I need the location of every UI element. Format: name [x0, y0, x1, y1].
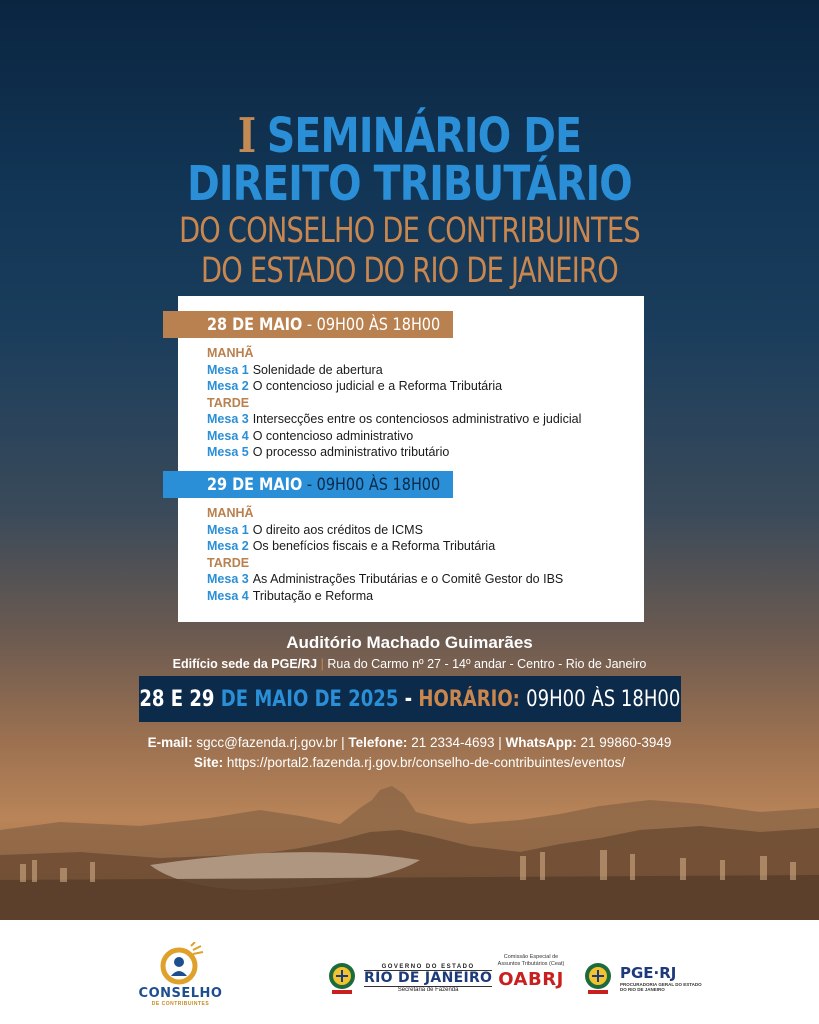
day1-session: Mesa 4 O contencioso administrativo [207, 428, 414, 443]
day1-time: - 09H00 ÀS 18H00 [302, 314, 441, 335]
day2-header [163, 471, 453, 498]
venue-name: Auditório Machado Guimarães [286, 633, 533, 652]
edition-numeral: I [237, 108, 256, 164]
title-line-3: DO CONSELHO DE CONTRIBUINTES [179, 211, 640, 251]
day2-time: - 09H00 ÀS 18H00 [302, 474, 441, 495]
pge-sub-2: DO RIO DE JANEIRO [620, 987, 665, 992]
date-dash: - [398, 686, 419, 712]
venue-address: Rua do Carmo nº 27 - 14º andar - Centro - Rio de Janeiro [327, 657, 647, 671]
oab-line-1: Comissão Especial de [503, 954, 559, 960]
conselho-subtitle: DE CONTRIBUINTES [151, 1001, 210, 1007]
date-banner [139, 676, 681, 722]
day2-morning-label: MANHÃ [207, 506, 254, 520]
title-line-2: DIREITO TRIBUTÁRIO [187, 156, 632, 212]
day2-session: Mesa 2 Os benefícios fiscais e a Reforma Tributária [207, 539, 496, 553]
conselho-name: CONSELHO [138, 986, 223, 1001]
rj-coat-of-arms-icon [326, 960, 358, 996]
conselho-logo [133, 942, 228, 1007]
day1-date: 28 DE MAIO [207, 314, 303, 335]
title-line-1 [74, 108, 746, 164]
day1-session: Mesa 5 O processo administrativo tributário [207, 445, 450, 459]
sponsor-footer [0, 920, 819, 1024]
site-line [0, 753, 819, 773]
day2-session: Mesa 4 Tributação e Reforma [207, 588, 374, 603]
day1-session: Mesa 1 Solenidade de abertura [207, 362, 383, 377]
day1-session: Mesa 3 Intersecções entre os contenciosos administrativo e judicial [207, 412, 582, 426]
phone-value: 21 2334-4693 | [407, 735, 506, 750]
contact-line [0, 733, 819, 753]
phone-label: Telefone: [348, 735, 408, 750]
email-link[interactable]: sgcc@fazenda.rj.gov.br | [192, 735, 349, 750]
venue-info [0, 633, 819, 671]
title-line-4: DO ESTADO DO RIO DE JANEIRO [201, 251, 618, 291]
site-link[interactable]: https://portal2.fazenda.rj.gov.br/conselho-de-contribuintes/eventos/ [223, 755, 626, 770]
venue-building: Edifício sede da PGE/RJ [172, 657, 318, 671]
oab-line-2: Assuntos Tributários (Ceat) [497, 960, 565, 967]
pge-sub-1: PROCURADORIA GERAL DO ESTADO [620, 981, 702, 987]
governo-rj-text [364, 964, 492, 993]
gov-line-2: RIO DE JANEIRO [364, 969, 493, 986]
oab-name: OABRJ [498, 969, 564, 990]
gov-line-1: GOVERNO DO ESTADO [381, 963, 475, 970]
day2-session: Mesa 3 As Administrações Tributárias e o Comitê Gestor do IBS [207, 572, 564, 586]
day1-program [207, 345, 581, 461]
email-label: E-mail: [147, 735, 193, 750]
day2-date: 29 DE MAIO [207, 474, 303, 495]
pge-rj-text [620, 964, 702, 993]
day1-morning-label: MANHÃ [207, 346, 254, 360]
date-days: 28 E 29 [139, 686, 221, 712]
hours-label: HORÁRIO: [418, 686, 527, 712]
date-month-year: DE MAIO DE 2025 [220, 686, 399, 712]
title-seminario: SEMINÁRIO DE [266, 108, 582, 164]
whatsapp-label: WhatsApp: [505, 735, 577, 750]
whatsapp-value: 21 99860-3949 [576, 735, 672, 750]
rio-landscape-illustration [0, 760, 819, 920]
venue-address-line [0, 657, 819, 671]
day1-header [163, 311, 453, 338]
governo-rj-logo [326, 960, 492, 996]
day1-session: Mesa 2 O contencioso judicial e a Reforma Tributária [207, 379, 503, 393]
contact-info [0, 733, 819, 773]
day2-session: Mesa 1 O direito aos créditos de ICMS [207, 522, 423, 537]
day1-afternoon-label: TARDE [207, 395, 250, 410]
day2-afternoon-label: TARDE [207, 555, 250, 570]
conselho-emblem-icon [157, 942, 205, 986]
pge-name: PGE·RJ [620, 963, 677, 982]
hours-value: 09H00 ÀS 18H00 [526, 686, 681, 712]
pge-rj-logo [582, 960, 702, 996]
site-label: Site: [193, 755, 224, 770]
day2-program [207, 505, 563, 604]
oab-rj-logo [492, 954, 570, 990]
gov-line-3: Secretaria de Fazenda [397, 986, 459, 993]
pge-coat-of-arms-icon [582, 960, 614, 996]
venue-separator: | [317, 657, 328, 671]
